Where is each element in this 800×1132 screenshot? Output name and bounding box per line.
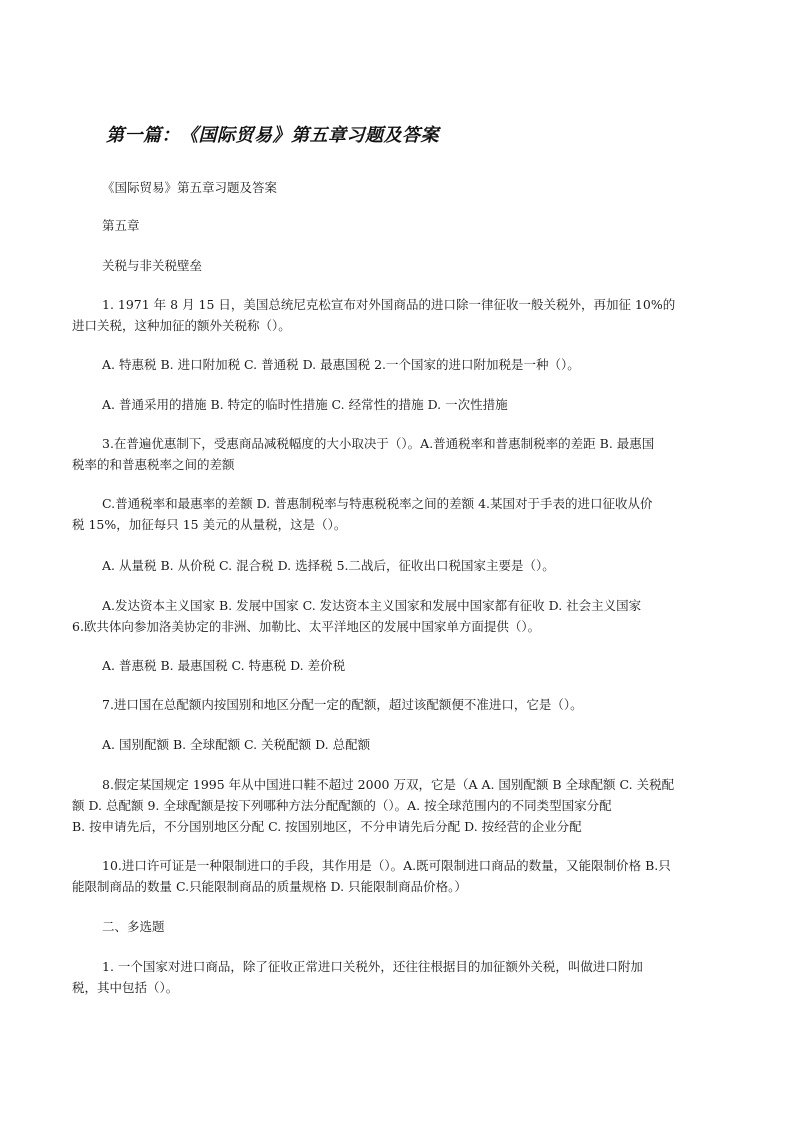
text-line: 税，其中包括（）。 xyxy=(72,980,179,995)
chapter-label: 第五章 xyxy=(102,218,140,233)
multiple-choice-heading xyxy=(72,916,728,937)
options-1-question-2 xyxy=(72,354,728,375)
question-3 xyxy=(72,433,728,475)
question-8-9 xyxy=(72,774,728,837)
question-10 xyxy=(72,855,728,897)
text-line: 10.进口许可证是一种限制进口的手段，其作用是（）。A.既可限制进口商品的数量，又能限制价格 B.只 xyxy=(102,858,671,873)
text-line: 7.进口国在总配额内按国别和地区分配一定的配额，超过该配额便不准进口，它是（）。 xyxy=(102,697,583,712)
section-heading: 关税与非关税壁垒 xyxy=(102,258,203,273)
multi-question-1 xyxy=(72,956,728,998)
document-title: 第一篇：《国际贸易》第五章习题及答案 xyxy=(106,125,439,146)
options-3-question-4 xyxy=(72,493,728,535)
options-5-question-6 xyxy=(72,595,728,637)
question-1 xyxy=(72,294,728,336)
text-line: A. 普惠税 B. 最惠国税 C. 特惠税 D. 差价税 xyxy=(102,658,346,673)
text-line: 税 15%，加征每只 15 美元的从量税，这是（）。 xyxy=(72,517,347,532)
text-line: 税率的和普惠税率之间的差额 xyxy=(72,457,235,472)
text-line: 进口关税，这种加征的额外关税称（）。 xyxy=(72,318,291,333)
text-line: 3.在普遍优惠制下，受惠商品减税幅度的大小取决于（）。A.普通税率和普惠制税率的差距 B. 最惠国 xyxy=(102,436,655,451)
text-line: 8.假定某国规定 1995 年从中国进口鞋不超过 2000 万双，它是（A A. 国别配额 B 全球配额 C. 关税配 xyxy=(102,777,675,792)
text-line: 二、多选题 xyxy=(102,919,165,934)
text-line: B. 按申请先后，不分国别地区分配 C. 按国别地区，不分申请先后分配 D. 按经营的企业分配 xyxy=(72,819,582,834)
text-line: 6.欧共体向参加洛美协定的非洲、加勒比、太平洋地区的发展中国家单方面提供（）。 xyxy=(72,619,541,634)
question-7 xyxy=(72,694,728,715)
text-line: A. 特惠税 B. 进口附加税 C. 普通税 D. 最惠国税 2.一个国家的进口附加税是一种（）。 xyxy=(102,357,580,372)
text-line: 1. 1971 年 8 月 15 日，美国总统尼克松宣布对外国商品的进口除一律征收一般关税外，再加征 10%的 xyxy=(102,297,676,312)
text-line: 额 D. 总配额 9. 全球配额是按下列哪种方法分配配额的（）。A. 按全球范围内的不同类型国家分配 xyxy=(72,798,612,813)
text-line: C.普通税率和最惠率的差额 D. 普惠制税率与特惠税税率之间的差额 4.某国对于手表的进口征收从价 xyxy=(102,496,653,511)
text-line: A. 国别配额 B. 全球配额 C. 关税配额 D. 总配额 xyxy=(102,737,371,752)
text-line: A.发达资本主义国家 B. 发展中国家 C. 发达资本主义国家和发展中国家都有征收 D. 社会主义国家 xyxy=(102,598,642,613)
text-line: A. 从量税 B. 从价税 C. 混合税 D. 选择税 5.二战后，征收出口税国家主要是（）。 xyxy=(102,558,555,573)
options-7 xyxy=(72,734,728,755)
options-6 xyxy=(72,655,728,676)
subtitle: 《国际贸易》第五章习题及答案 xyxy=(102,180,278,195)
text-line: A. 普通采用的措施 B. 特定的临时性措施 C. 经常性的措施 D. 一次性措施 xyxy=(102,397,508,412)
text-line: 1. 一个国家对进口商品，除了征收正常进口关税外，还往往根据目的加征额外关税，叫做进口附加 xyxy=(102,959,643,974)
text-line: 能限制商品的数量 C.只能限制商品的质量规格 D. 只能限制商品价格。） xyxy=(72,879,467,894)
options-2 xyxy=(72,394,728,415)
options-4-question-5 xyxy=(72,555,728,576)
